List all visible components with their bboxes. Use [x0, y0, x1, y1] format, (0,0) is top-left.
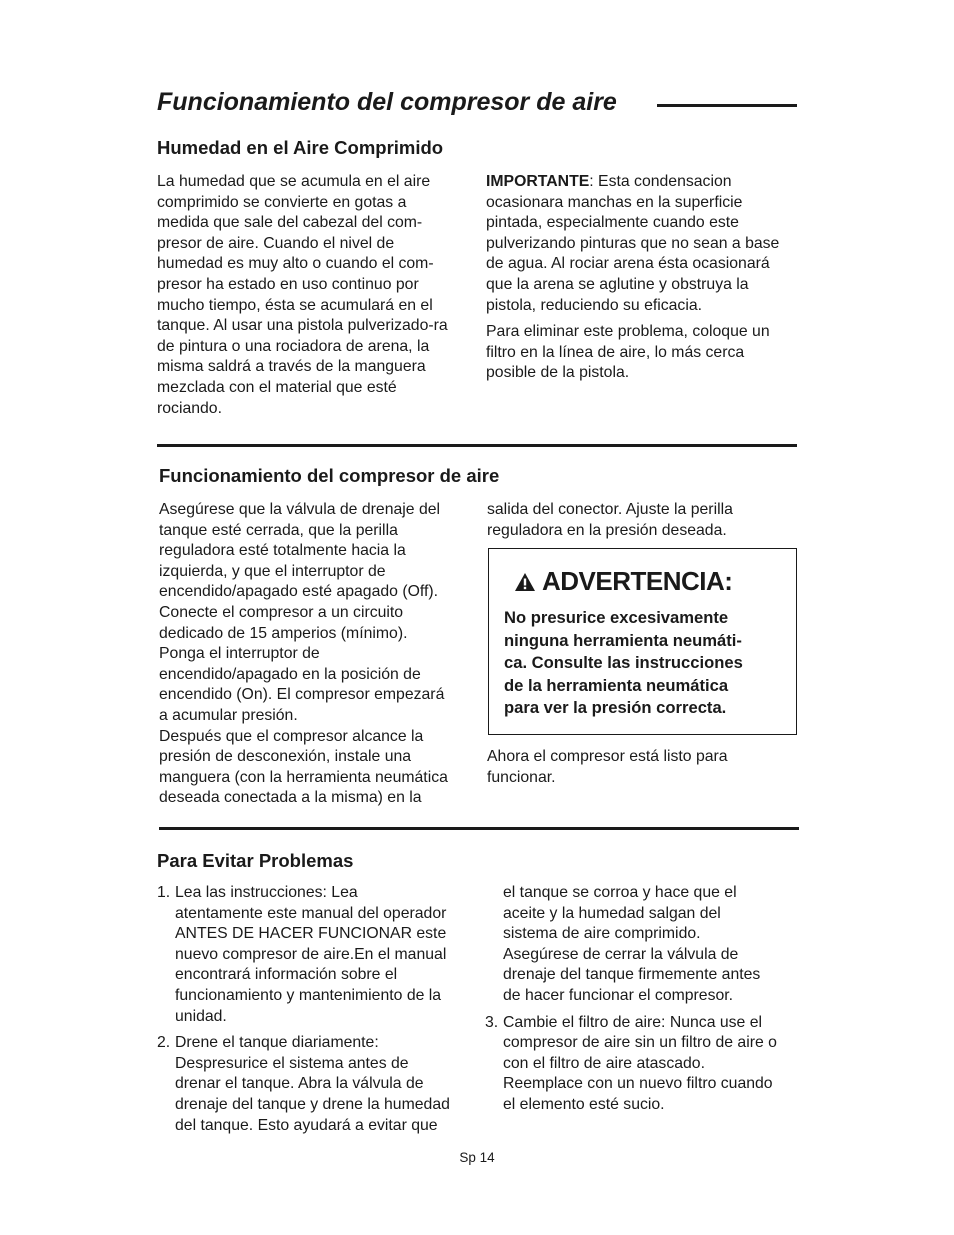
text-line: Después que el compresor alcance la — [159, 727, 424, 745]
text-line: Conecte el compresor a un circuito — [159, 603, 404, 621]
text-line: el elemento esté sucio. — [503, 1095, 665, 1113]
text-line: Ahora el compresor está listo para — [487, 748, 728, 765]
eliminar-paragraph: Para eliminar este problema, coloque un filtro en la línea de aire, lo más cerca posible de la pistola. — [486, 323, 770, 382]
warning-triangle-icon — [514, 572, 536, 592]
text-line: Asegúrese de cerrar la válvula de — [503, 945, 739, 963]
list-item-continued — [485, 883, 800, 1007]
section2-right-column-bottom — [487, 747, 797, 788]
section-heading-humedad: Humedad en el Aire Comprimido — [157, 137, 444, 158]
text-line: manguera (con la herramienta neumática — [159, 768, 448, 786]
warning-line: ca. Consulte las instrucciones — [504, 653, 743, 672]
list-number: 1. — [157, 884, 171, 901]
page-title: Funcionamiento del compresor de aire — [157, 88, 617, 116]
text-line: reguladora esté totalmente hacia la — [159, 542, 406, 560]
text-line: aceite y la humedad salgan del — [503, 904, 721, 922]
warning-line: ninguna herramienta neumáti- — [504, 630, 742, 650]
warning-heading — [514, 566, 732, 597]
text-line: atentamente este manual del operador — [175, 904, 447, 922]
text-line: drenar el tanque. Abra la válvula de — [175, 1075, 424, 1093]
text-line: a acumular presión. — [159, 706, 298, 724]
importante-paragraph — [486, 172, 798, 316]
text-line: Cambie el filtro de aire: Nunca use el — [503, 1013, 763, 1031]
text-line: sistema de aire comprimido. — [503, 925, 701, 943]
list-item — [485, 1013, 800, 1116]
warning-line: para ver la presión correcta. — [504, 698, 727, 717]
list-item — [157, 883, 477, 1027]
section2-left-column — [159, 500, 479, 809]
section-heading-funcionamiento: Funcionamiento del compresor de aire — [159, 465, 500, 486]
text-line: Ponga el interruptor de — [159, 645, 320, 663]
text-line: izquierda, y que el interruptor de — [159, 562, 386, 580]
text-line: drenaje del tanque y drene la humedad — [175, 1095, 450, 1113]
text-line: Despresurice el sistema antes de — [175, 1054, 409, 1072]
text-line: tanque esté cerrada, que la perilla — [159, 521, 398, 539]
problem-list — [157, 883, 477, 1136]
text-line: encendido (On). El compresor empezará — [159, 686, 445, 704]
list-number: 2. — [157, 1034, 171, 1052]
text-line: drenaje del tanque firmemente antes — [503, 966, 761, 984]
warning-text — [504, 607, 789, 720]
text-line: nuevo compresor de aire.En el manual — [175, 945, 447, 963]
importante-text: : Esta condensacion ocasionara manchas en la superficie pintada, especialmente cuando este pulverizando pinturas que no sean a base de agua. Al rociar arena ésta ocasionará que la arena se aglutine y obstruya la pistola, reduciendo su eficacia. — [486, 173, 780, 314]
section3-right-column — [485, 883, 800, 1116]
text-line: deseada conectada a la misma) en la — [159, 789, 422, 807]
list-item — [157, 1033, 477, 1136]
problem-list-continued — [485, 883, 800, 1116]
section-heading-evitar-problemas: Para Evitar Problemas — [157, 850, 354, 871]
section2-right-column-top — [487, 500, 797, 541]
text-line: encontrará información sobre el — [175, 966, 398, 984]
text-line: funcionar. — [487, 768, 556, 786]
text-line: del tanque. Esto ayudará a evitar que — [175, 1116, 438, 1134]
warning-line: de la herramienta neumática — [504, 675, 729, 695]
section-divider — [159, 827, 799, 830]
warning-line: No presurice excesivamente — [504, 608, 729, 627]
text-line: funcionamiento y mantenimiento de la — [175, 986, 442, 1004]
text-line: unidad. — [175, 1007, 227, 1025]
section-divider — [157, 444, 797, 447]
section1-left-column — [157, 172, 459, 419]
warning-title: ADVERTENCIA: — [542, 566, 733, 596]
list-number: 3. — [485, 1013, 499, 1031]
section1-right-column — [486, 172, 798, 384]
text-line: reguladora en la presión deseada. — [487, 521, 727, 539]
title-rule — [657, 104, 797, 107]
section3-left-column — [157, 883, 477, 1136]
text-line: dedicado de 15 amperios (mínimo). — [159, 624, 408, 642]
text-line: ANTES DE HACER FUNCIONAR este — [175, 925, 447, 943]
importante-label: IMPORTANTE — [486, 173, 590, 190]
text-line: con el filtro de aire atascado. — [503, 1054, 705, 1072]
text-line: presión de desconexión, instale una — [159, 748, 412, 766]
text-line: encendido/apagado en la posición de — [159, 665, 421, 683]
text-line: Asegúrese que la válvula de drenaje del — [159, 501, 441, 518]
text-line: Lea las instrucciones: Lea — [175, 884, 358, 901]
text-line: compresor de aire sin un filtro de aire o — [503, 1034, 777, 1052]
text-line: encendido/apagado esté apagado (Off). — [159, 583, 439, 601]
text-line: de hacer funcionar el compresor. — [503, 986, 734, 1004]
page-number: Sp 14 — [459, 1150, 495, 1165]
warning-box — [488, 548, 797, 735]
text-line: el tanque se corroa y hace que el — [503, 884, 737, 901]
text-line: salida del conector. Ajuste la perilla — [487, 501, 733, 518]
text-line: Reemplace con un nuevo filtro cuando — [503, 1075, 773, 1093]
humedad-paragraph: La humedad que se acumula en el aire comprimido se convierte en gotas a medida que sale del cabezal del com-presor de aire. Cuando el nivel de humedad es muy alto o cuando el com-presor ha estado en uso continuo por mucho tiempo, ésta se acumulará en el tanque. Al usar una pistola pulverizado-ra de pintura o una rociadora de arena, la misma saldrá a través de la manguera mezclada con el material que esté rociando. — [157, 173, 448, 417]
text-line: Drene el tanque diariamente: — [175, 1034, 379, 1052]
